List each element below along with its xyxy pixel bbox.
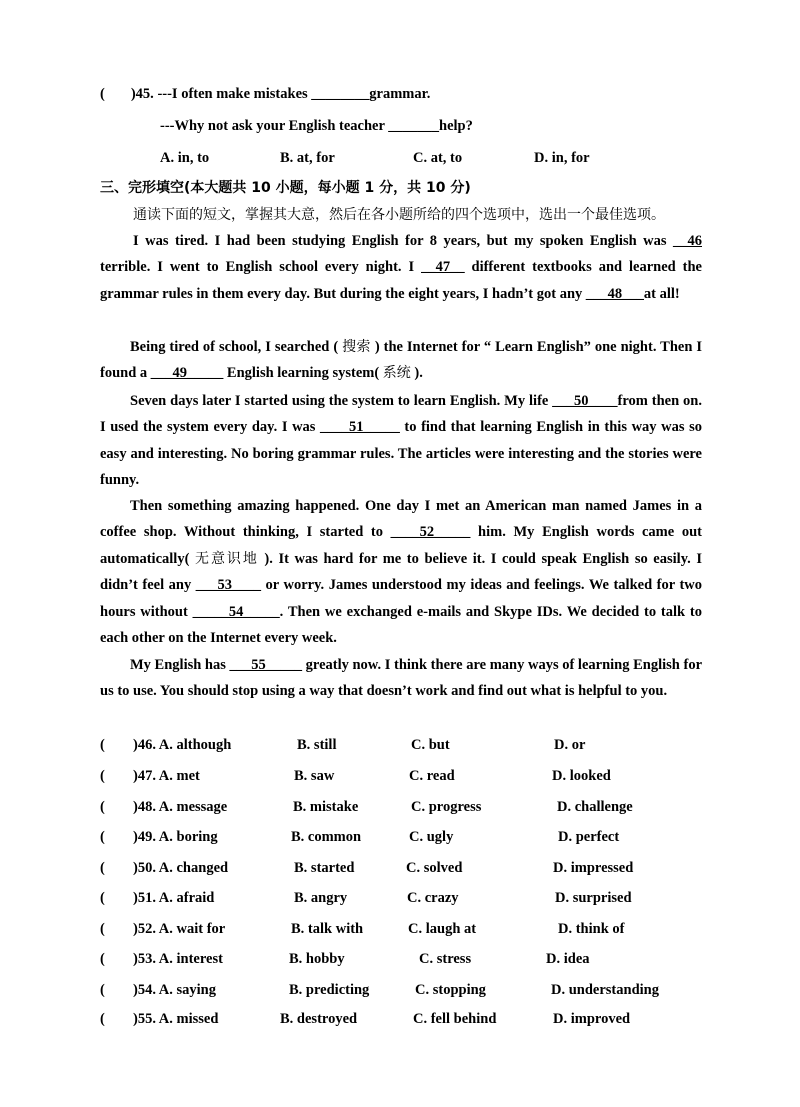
option-c: C. but [411, 737, 450, 753]
q45-text2: ---Why not ask your English teacher [160, 118, 389, 134]
answer-paren: ( [100, 829, 105, 845]
q45-text1: ---I often make mistakes [157, 86, 312, 102]
option-c: C. stopping [415, 982, 486, 998]
p4-text-d: or worry. James understood my ideas and feelings. We talked for two hours without [100, 577, 703, 620]
answer-paren: ( [100, 951, 105, 967]
answer-paren: ( [100, 1011, 105, 1027]
p3-text-a: Seven days later I started using the system to learn English. My life [130, 393, 553, 409]
option-d: D. understanding [551, 982, 659, 998]
option-d: D. perfect [558, 829, 620, 845]
option-b: B. still [297, 737, 337, 753]
option-d: D. looked [552, 768, 611, 784]
p4-cn-automatically: 无意识地 [195, 550, 259, 567]
p3-text-c: to find that learning English in this way was so easy and interesting. No boring grammar rules. The articles were interesting and the stories were funny. [100, 419, 702, 489]
option-d: D. or [554, 737, 586, 753]
q45-number: )45. [130, 86, 154, 102]
question-stem-option-a: )55. A. missed [133, 1011, 219, 1027]
p4-text-e: . Then we exchanged e-mails and Skype IDs. We decided to talk to each other on the Internet every week. [100, 603, 702, 647]
blank-46: __46 [673, 233, 702, 249]
section3-instruction: 通读下面的短文，掌握其大意，然后在各小题所给的四个选项中，选出一个最佳选项。 [133, 207, 665, 223]
answer-paren: ( [100, 890, 105, 906]
option-c: C. crazy [407, 890, 459, 906]
q45-text2-end: help? [439, 118, 473, 134]
blank-55: ___55_____ [229, 657, 303, 673]
option-b: B. hobby [289, 951, 345, 967]
option-b: B. talk with [291, 921, 364, 937]
passage-paragraph-4 [100, 493, 702, 651]
passage-paragraph-2 [100, 334, 702, 387]
option-c: C. laugh at [408, 921, 477, 937]
p3-text-b: from then on. I used the system every day. I was [100, 393, 702, 436]
q45-option-b: B. at, for [280, 150, 335, 166]
question-stem-option-a: )47. A. met [133, 768, 200, 784]
q45-blank2: _______ [388, 118, 440, 134]
question-stem-option-a: )54. A. saying [133, 982, 216, 998]
q45-option-a: A. in, to [160, 150, 210, 166]
question-stem-option-a: )48. A. message [133, 799, 228, 815]
p4-text-c: ). It was hard for me to believe it. I could speak English so easily. I didn’t feel any [100, 550, 702, 594]
q45-blank1: ________ [311, 86, 370, 102]
answer-paren: ( [100, 860, 105, 876]
p1-text-b: terrible. I went to English school every night. I [100, 259, 422, 276]
passage-paragraph-1 [100, 228, 702, 307]
section3-heading: 三、完形填空(本大题共 10 小题，每小题 1 分，共 10 分) [100, 180, 471, 196]
p5-text-b: greatly now. I think there are many ways of learning English for us to use. You should stop using a way that doesn’t work and find out what is helpful to you. [100, 657, 703, 700]
answer-paren: ( [100, 799, 105, 815]
q45-line1 [100, 84, 430, 104]
option-c: C. stress [419, 951, 472, 967]
question-stem-option-a: )53. A. interest [133, 951, 223, 967]
option-b: B. angry [294, 890, 348, 906]
q45-text1-end: grammar. [369, 86, 431, 102]
blank-49: ___49_____ [150, 365, 224, 382]
option-d: D. improved [553, 1011, 631, 1027]
option-b: B. started [294, 860, 355, 876]
option-d: D. impressed [553, 860, 634, 876]
p2-cn-search: 搜索 [342, 339, 371, 355]
passage-paragraph-3 [100, 388, 702, 494]
option-d: D. challenge [557, 799, 633, 815]
option-c: C. fell behind [413, 1011, 497, 1027]
option-b: B. destroyed [280, 1011, 358, 1027]
blank-54: _____54_____ [192, 603, 280, 620]
question-stem-option-a: )50. A. changed [133, 860, 229, 876]
p1-text-d: at all! [643, 285, 680, 302]
blank-53: ___53____ [195, 577, 262, 594]
p4-text-a: Then something amazing happened. One day I met an American man named James in a coffee shop. Without thinking, I started to [100, 498, 702, 541]
blank-48: ___48___ [585, 285, 644, 302]
blank-47: __47__ [421, 259, 465, 276]
p2-text-d: ). [410, 365, 423, 382]
p1-text-c: different textbooks and learned the grammar rules in them every day. But during the eight years, I hadn’t got any [100, 259, 702, 302]
option-d: D. surprised [555, 890, 632, 906]
answer-paren: ( [100, 768, 105, 784]
p2-cn-system: 系统 [382, 365, 411, 382]
answer-paren: ( [100, 921, 105, 937]
answer-paren: ( [100, 982, 105, 998]
question-stem-option-a: )46. A. although [133, 737, 232, 753]
option-c: C. read [409, 768, 455, 784]
option-b: B. predicting [289, 982, 370, 998]
option-d: D. idea [546, 951, 590, 967]
p4-text-b: him. My English words came out automatically( [100, 524, 702, 567]
option-c: C. progress [411, 799, 482, 815]
question-stem-option-a: )52. A. wait for [133, 921, 226, 937]
blank-52: ____52_____ [390, 524, 471, 541]
question-stem-option-a: )51. A. afraid [133, 890, 215, 906]
q45-option-d: D. in, for [534, 150, 590, 166]
p5-text-a: My English has [130, 657, 230, 673]
p1-text-a: I was tired. I had been studying English for 8 years, but my spoken English was [133, 233, 673, 249]
option-c: C. ugly [409, 829, 454, 845]
p2-text-c: English learning system( [223, 365, 383, 382]
option-b: B. common [291, 829, 362, 845]
blank-51: ____51_____ [320, 419, 400, 436]
q45-line2 [160, 116, 473, 136]
option-b: B. mistake [293, 799, 359, 815]
answer-paren: ( [100, 737, 105, 753]
p2-text-b: ) the Internet for “ Learn English” one night. Then I found a [100, 339, 703, 382]
question-stem-option-a: )49. A. boring [133, 829, 218, 845]
p2-text-a: Being tired of school, I searched ( [130, 339, 343, 355]
q45-paren: ( [100, 86, 105, 102]
passage-paragraph-5 [100, 652, 702, 705]
option-d: D. think of [558, 921, 625, 937]
blank-50: ___50____ [552, 393, 618, 409]
q45-option-c: C. at, to [413, 150, 463, 166]
option-b: B. saw [294, 768, 335, 784]
option-c: C. solved [406, 860, 463, 876]
